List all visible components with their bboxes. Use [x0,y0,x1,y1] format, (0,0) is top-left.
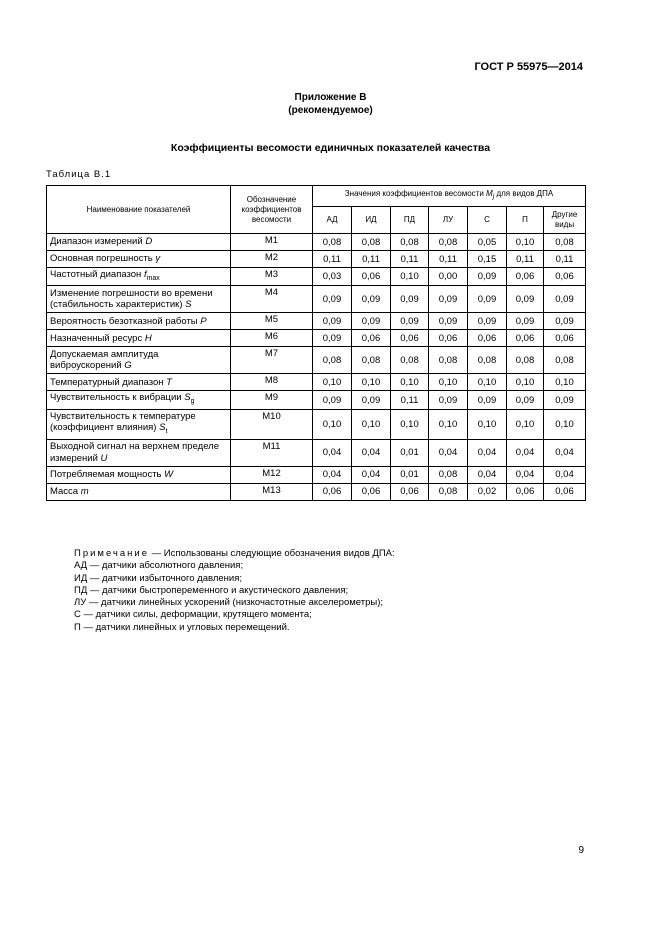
header-values: Значения коэффициентов весомости $M_j$ для видов ДПА [313,186,586,207]
row-name: Частотный диапазон $f_{max}$ [47,268,231,286]
row-value: 0,10 [429,409,468,439]
row-value: 0,04 [352,466,391,483]
row-value: 0,08 [352,347,391,374]
row-value: 0,04 [544,439,586,466]
row-value: 0,04 [507,466,544,483]
row-code: M9 [231,391,313,409]
table-caption: Таблица В.1 [46,169,112,180]
row-value: 0,06 [468,330,507,347]
row-value: 0,08 [429,347,468,374]
row-value: 0,11 [544,251,586,268]
row-value: 0,09 [544,391,586,409]
row-code: M12 [231,466,313,483]
row-value: 0,00 [429,268,468,286]
row-value: 0,08 [391,234,429,251]
row-value: 0,09 [429,313,468,330]
row-name: Основная погрешность γ [47,251,231,268]
row-name: Диапазон измерений D [47,234,231,251]
row-value: 0,06 [429,330,468,347]
table-row [47,439,586,466]
row-value: 0,10 [468,409,507,439]
header-type: ЛУ [429,207,468,234]
table-row [47,234,586,251]
row-value: 0,10 [352,409,391,439]
row-value: 0,09 [507,313,544,330]
row-value: 0,08 [544,234,586,251]
row-value: 0,09 [468,313,507,330]
row-value: 0,06 [507,330,544,347]
note-line: П — датчики линейных и угловых перемещений. [74,621,290,633]
header-name: Наименование показателей [47,186,231,234]
coefficients-table [46,185,586,501]
row-code: M13 [231,483,313,500]
row-value: 0,09 [352,391,391,409]
row-value: 0,01 [391,439,429,466]
row-value: 0,09 [313,391,352,409]
row-value: 0,08 [313,347,352,374]
row-value: 0,08 [429,483,468,500]
row-code: M6 [231,330,313,347]
row-value: 0,09 [468,391,507,409]
note-line: ПД — датчики быстропеременного и акустического давления; [74,584,349,596]
row-value: 0,09 [468,286,507,313]
row-name: Масса m [47,483,231,500]
row-code: M11 [231,439,313,466]
row-value: 0,10 [352,374,391,391]
row-value: 0,11 [352,251,391,268]
table-row [47,391,586,409]
table-row [47,466,586,483]
header-type: ПД [391,207,429,234]
row-value: 0,06 [313,483,352,500]
row-code: M4 [231,286,313,313]
row-code: M8 [231,374,313,391]
header-code: Обозначение коэффициентов весомости [231,186,313,234]
row-value: 0,11 [429,251,468,268]
row-code: M5 [231,313,313,330]
row-code: M2 [231,251,313,268]
row-value: 0,08 [429,234,468,251]
row-value: 0,09 [429,286,468,313]
row-value: 0,06 [544,330,586,347]
row-value: 0,10 [507,409,544,439]
row-value: 0,06 [391,330,429,347]
row-name: Вероятность безотказной работы P [47,313,231,330]
row-value: 0,11 [313,251,352,268]
table-row [47,251,586,268]
row-value: 0,06 [352,268,391,286]
header-type: Другие виды [544,207,586,234]
row-value: 0,10 [313,409,352,439]
row-value: 0,04 [468,439,507,466]
notes-block [74,548,395,634]
row-code: M10 [231,409,313,439]
row-value: 0,01 [391,466,429,483]
note-line: АД — датчики абсолютного давления; [74,560,244,572]
row-value: 0,04 [313,466,352,483]
row-value: 0,06 [391,483,429,500]
row-name: Потребляемая мощность W [47,466,231,483]
row-value: 0,04 [352,439,391,466]
table-row [47,286,586,313]
row-value: 0,04 [313,439,352,466]
row-value: 0,08 [391,347,429,374]
notes-intro: Примечание — Использованы следующие обозначения видов ДПА: [74,548,395,559]
row-value: 0,09 [391,313,429,330]
table-row [47,347,586,374]
row-value: 0,08 [544,347,586,374]
row-value: 0,09 [544,313,586,330]
row-value: 0,09 [507,286,544,313]
row-value: 0,06 [507,268,544,286]
row-value: 0,10 [544,409,586,439]
row-value: 0,10 [391,268,429,286]
header-type: ИД [352,207,391,234]
row-value: 0,09 [429,391,468,409]
row-value: 0,10 [313,374,352,391]
row-value: 0,06 [544,483,586,500]
row-value: 0,04 [429,439,468,466]
row-value: 0,11 [507,251,544,268]
row-name: Температурный диапазон T [47,374,231,391]
row-value: 0,06 [352,483,391,500]
appendix-heading [0,91,661,117]
table-row [47,483,586,500]
row-value: 0,09 [313,286,352,313]
note-line: ИД — датчики избыточного давления; [74,572,242,584]
row-value: 0,04 [544,466,586,483]
table-row [47,268,586,286]
header-type: С [468,207,507,234]
row-name: Выходной сигнал на верхнем пределе измерений U [47,439,231,466]
table-row [47,374,586,391]
row-value: 0,04 [507,439,544,466]
standard-code: ГОСТ Р 55975—2014 [474,61,583,73]
row-value: 0,10 [429,374,468,391]
appendix-subtitle: (рекомендуемое) [288,105,373,116]
note-line: С — датчики силы, деформации, крутящего момента; [74,609,312,621]
row-value: 0,10 [507,234,544,251]
table-row [47,330,586,347]
row-value: 0,09 [391,286,429,313]
row-value: 0,09 [313,330,352,347]
row-value: 0,08 [313,234,352,251]
row-value: 0,09 [468,268,507,286]
row-value: 0,10 [468,374,507,391]
row-value: 0,08 [429,466,468,483]
header-type: АД [313,207,352,234]
row-value: 0,09 [544,286,586,313]
row-value: 0,10 [544,374,586,391]
row-value: 0,10 [391,409,429,439]
row-value: 0,04 [468,466,507,483]
page-title: Коэффициенты весомости единичных показателей качества [170,142,491,154]
row-value: 0,15 [468,251,507,268]
row-value: 0,11 [391,391,429,409]
header-type: П [507,207,544,234]
row-code: M3 [231,268,313,286]
row-value: 0,11 [391,251,429,268]
row-value: 0,09 [313,313,352,330]
table-row [47,409,586,439]
row-code: M1 [231,234,313,251]
appendix-title: Приложение В [294,92,367,103]
row-value: 0,09 [352,286,391,313]
page-number: 9 [578,845,584,856]
row-value: 0,09 [352,313,391,330]
row-name: Изменение погрешности во времени (стабильность характеристик) S [47,286,231,313]
row-value: 0,03 [313,268,352,286]
row-name: Чувствительность к температуре (коэффициент влияния) $S_t$ [47,409,231,439]
row-value: 0,08 [507,347,544,374]
row-value: 0,08 [352,234,391,251]
table-row [47,313,586,330]
row-value: 0,10 [391,374,429,391]
note-line: ЛУ — датчики линейных ускорений (низкочастотные акселерометры); [74,597,384,609]
row-name: Назначенный ресурс H [47,330,231,347]
row-value: 0,06 [352,330,391,347]
row-code: M7 [231,347,313,374]
row-name: Чувствительность к вибрации $S_g$ [47,391,231,409]
row-value: 0,06 [544,268,586,286]
row-value: 0,09 [507,391,544,409]
row-value: 0,05 [468,234,507,251]
row-name: Допускаемая амплитуда виброускорений G [47,347,231,374]
row-value: 0,06 [507,483,544,500]
row-value: 0,08 [468,347,507,374]
row-value: 0,02 [468,483,507,500]
row-value: 0,10 [507,374,544,391]
